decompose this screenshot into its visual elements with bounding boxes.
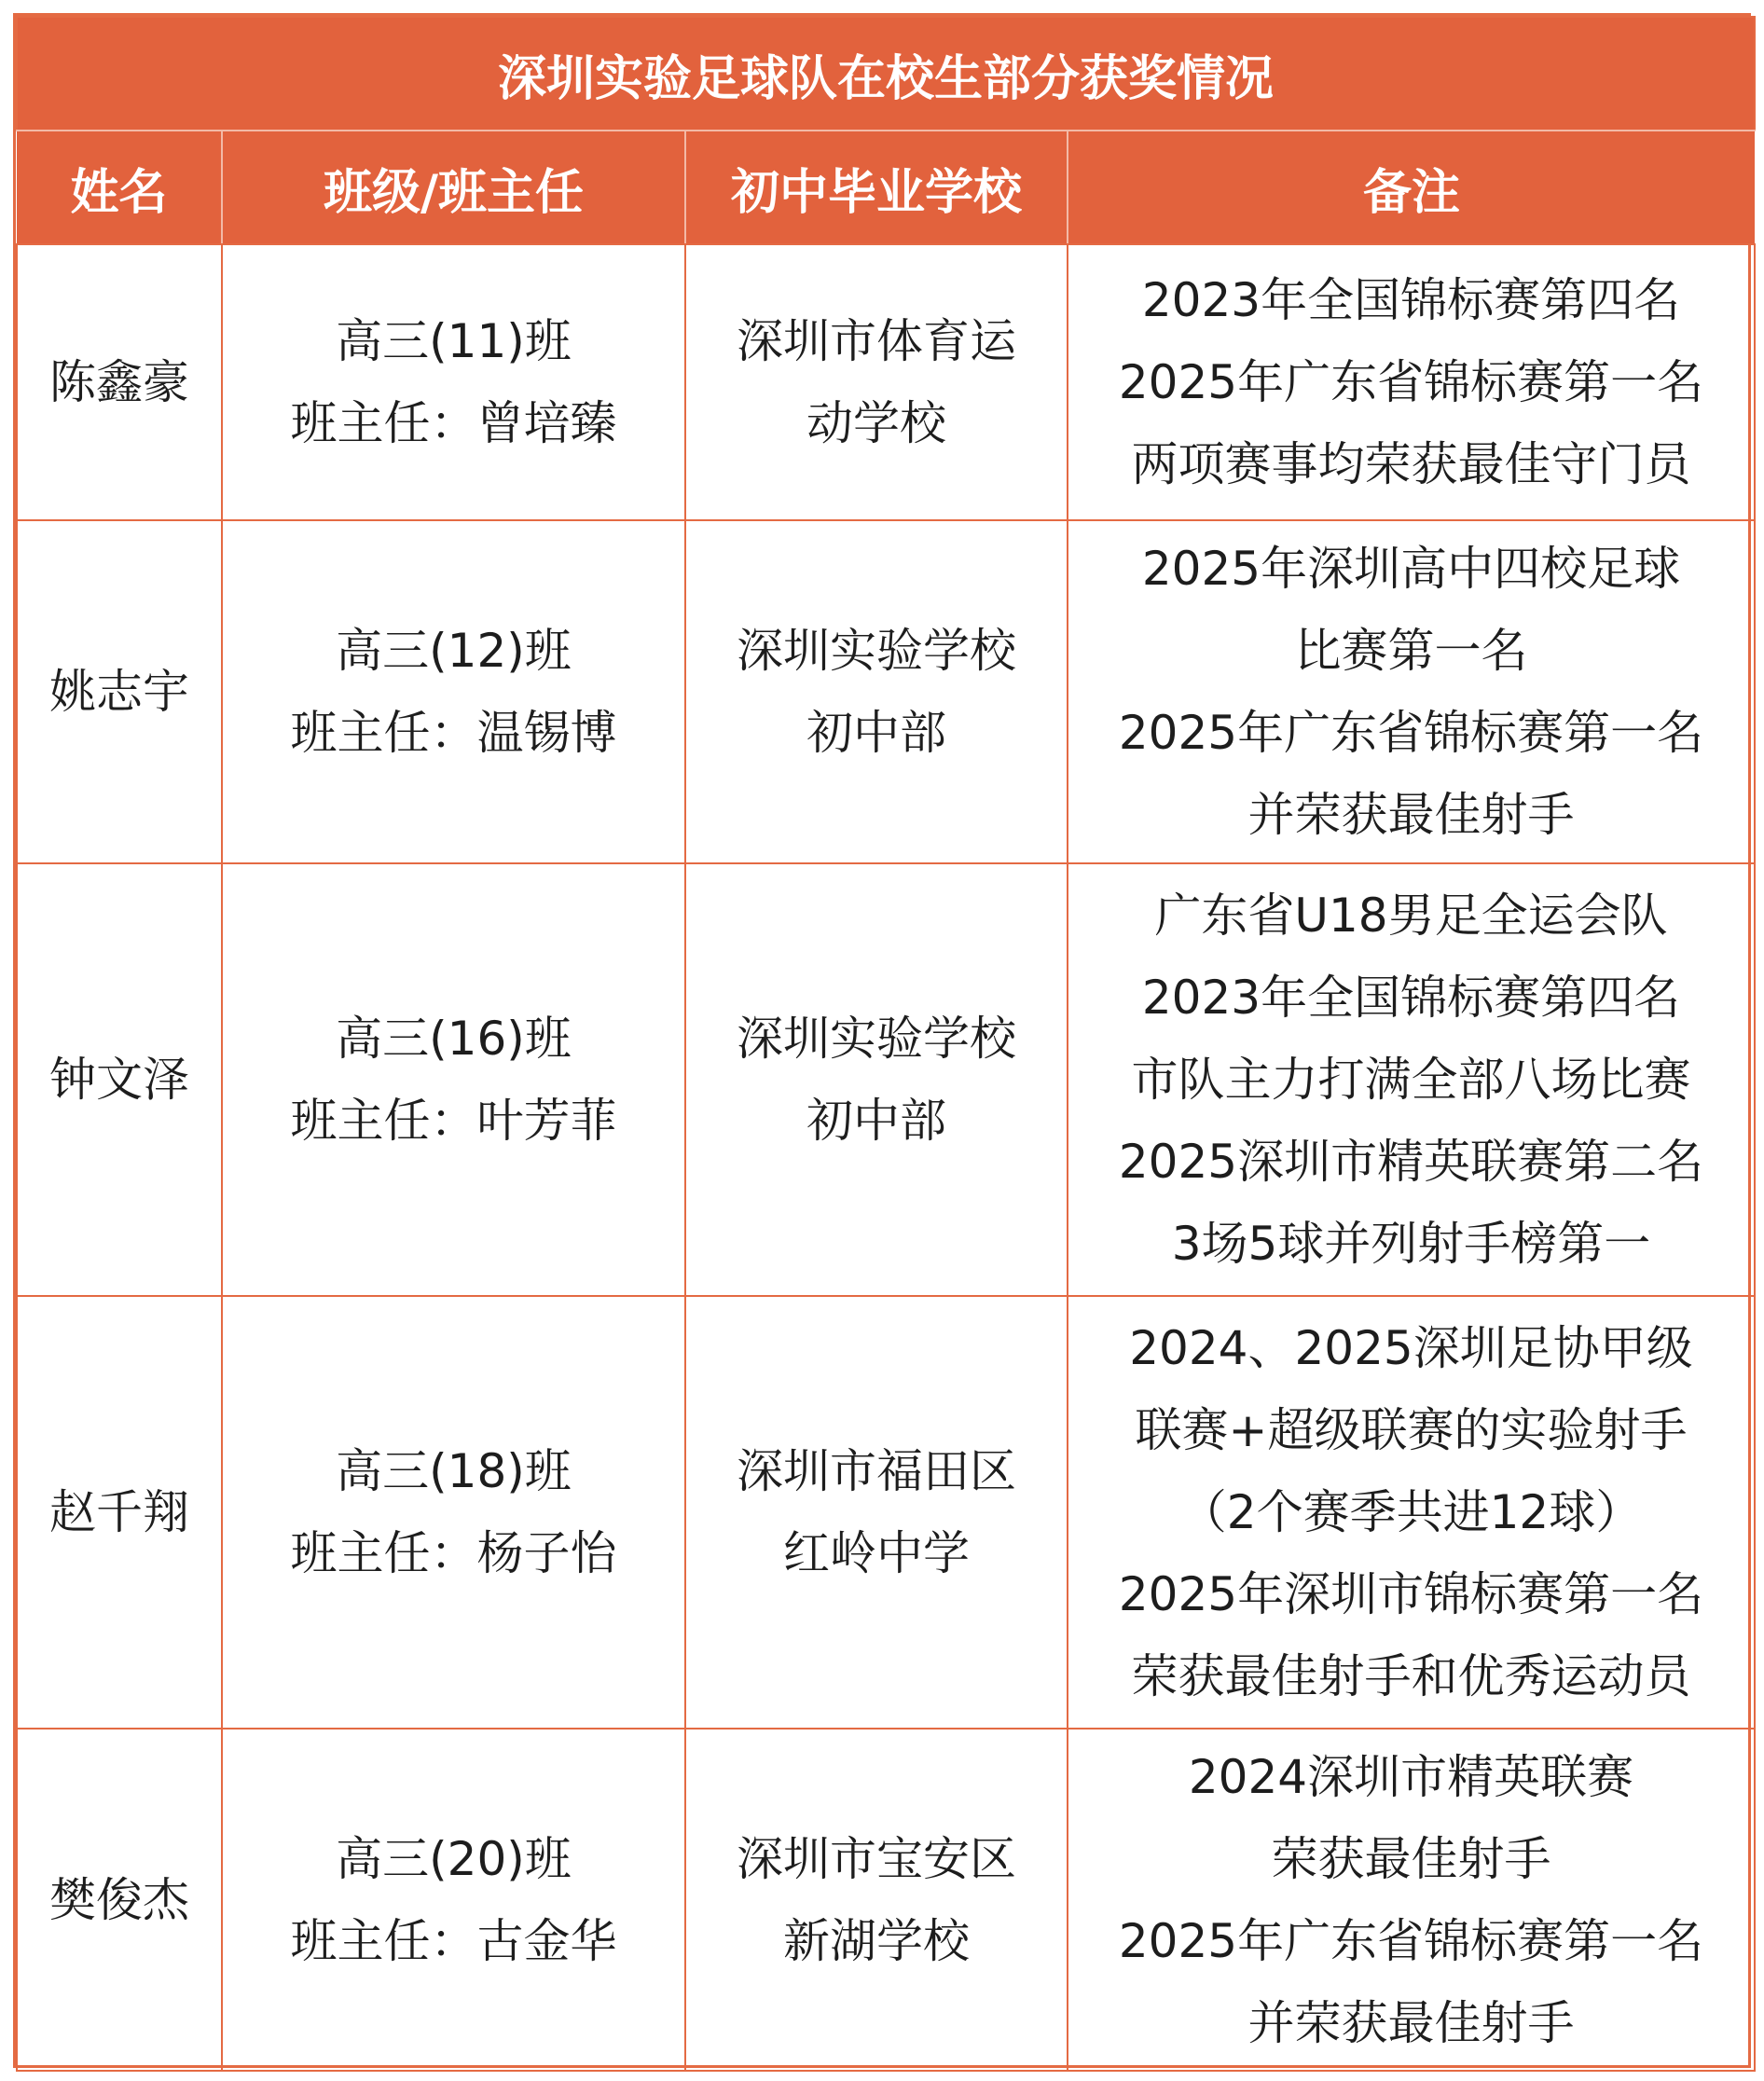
student-name: 樊俊杰 xyxy=(49,1872,189,1927)
middle-school-line: 初中部 xyxy=(806,1094,946,1148)
note-line: 并荣获最佳射手 xyxy=(1247,788,1575,842)
student-name-cell xyxy=(17,244,222,520)
notes-cell xyxy=(1068,863,1755,1296)
middle-school-line: 初中部 xyxy=(806,706,946,760)
class-teacher-line: 班主任：古金华 xyxy=(290,1913,617,1968)
middle-school-cell xyxy=(685,244,1068,520)
table-row xyxy=(17,1296,1755,1729)
student-name-cell xyxy=(17,520,222,863)
middle-school-line: 深圳市体育运 xyxy=(737,314,1016,368)
middle-school-line: 动学校 xyxy=(806,396,946,450)
note-line: 比赛第一名 xyxy=(1294,624,1528,678)
middle-school-line: 新湖学校 xyxy=(783,1913,970,1968)
student-name-cell xyxy=(17,863,222,1296)
column-header-name: 姓名 xyxy=(17,131,222,244)
note-line: 2023年全国锦标赛第四名 xyxy=(1141,971,1681,1025)
note-line: 联赛+超级联赛的实验射手 xyxy=(1135,1403,1688,1457)
middle-school-line: 红岭中学 xyxy=(783,1526,970,1580)
note-line: 荣获最佳射手 xyxy=(1271,1831,1551,1886)
class-teacher-line: 高三(12)班 xyxy=(336,624,572,678)
column-header-notes: 备注 xyxy=(1068,131,1755,244)
table-row xyxy=(17,863,1755,1296)
note-line: 2025年深圳市锦标赛第一名 xyxy=(1118,1567,1704,1621)
note-line: 2025年广东省锦标赛第一名 xyxy=(1118,706,1704,760)
class-teacher-line: 班主任：曾培臻 xyxy=(290,396,617,450)
middle-school-line: 深圳实验学校 xyxy=(737,1012,1016,1066)
table-row xyxy=(17,244,1755,520)
column-header-class: 班级/班主任 xyxy=(222,131,685,244)
middle-school-line: 深圳实验学校 xyxy=(737,624,1016,678)
class-teacher-line: 班主任：杨子怡 xyxy=(290,1526,617,1580)
class-teacher-line: 班主任：叶芳菲 xyxy=(290,1094,617,1148)
table-body xyxy=(17,244,1755,2071)
class-teacher-cell xyxy=(222,244,685,520)
note-line: 广东省U18男足全运会队 xyxy=(1154,889,1668,943)
student-name: 钟文泽 xyxy=(49,1053,189,1107)
note-line: 2024、2025深圳足协甲级 xyxy=(1129,1321,1693,1375)
note-line: 市队主力打满全部八场比赛 xyxy=(1131,1053,1691,1107)
notes-cell xyxy=(1068,520,1755,863)
note-line: 2024深圳市精英联赛 xyxy=(1188,1749,1634,1804)
class-teacher-cell xyxy=(222,863,685,1296)
column-header-school: 初中毕业学校 xyxy=(685,131,1068,244)
middle-school-cell xyxy=(685,1296,1068,1729)
note-line: 两项赛事均荣获最佳守门员 xyxy=(1131,437,1691,491)
notes-cell xyxy=(1068,1729,1755,2071)
class-teacher-line: 高三(20)班 xyxy=(336,1831,572,1886)
note-line: 2025深圳市精英联赛第二名 xyxy=(1118,1135,1704,1189)
student-name: 赵千翔 xyxy=(49,1485,189,1539)
awards-table-container xyxy=(13,13,1751,2068)
note-line: 3场5球并列射手榜第一 xyxy=(1171,1217,1651,1271)
table-row xyxy=(17,1729,1755,2071)
note-line: （2个赛季共进12球） xyxy=(1179,1485,1643,1539)
awards-table xyxy=(16,16,1756,2072)
class-teacher-line: 班主任：温锡博 xyxy=(290,706,617,760)
middle-school-cell xyxy=(685,863,1068,1296)
class-teacher-line: 高三(11)班 xyxy=(336,314,572,368)
table-row xyxy=(17,520,1755,863)
class-teacher-cell xyxy=(222,520,685,863)
note-line: 2025年深圳高中四校足球 xyxy=(1141,542,1681,596)
note-line: 2025年广东省锦标赛第一名 xyxy=(1118,355,1704,409)
student-name-cell xyxy=(17,1296,222,1729)
note-line: 2025年广东省锦标赛第一名 xyxy=(1118,1913,1704,1968)
student-name: 陈鑫豪 xyxy=(49,355,189,409)
title-row xyxy=(17,17,1755,131)
middle-school-cell xyxy=(685,520,1068,863)
middle-school-line: 深圳市宝安区 xyxy=(737,1831,1016,1886)
class-teacher-line: 高三(16)班 xyxy=(336,1012,572,1066)
student-name: 姚志宇 xyxy=(49,665,189,719)
note-line: 荣获最佳射手和优秀运动员 xyxy=(1131,1649,1691,1703)
note-line: 2023年全国锦标赛第四名 xyxy=(1141,273,1681,327)
header-row xyxy=(17,131,1755,244)
notes-cell xyxy=(1068,244,1755,520)
notes-cell xyxy=(1068,1296,1755,1729)
note-line: 并荣获最佳射手 xyxy=(1247,1995,1575,2050)
student-name-cell xyxy=(17,1729,222,2071)
table-title: 深圳实验足球队在校生部分获奖情况 xyxy=(17,17,1755,131)
middle-school-cell xyxy=(685,1729,1068,2071)
class-teacher-line: 高三(18)班 xyxy=(336,1444,572,1498)
middle-school-line: 深圳市福田区 xyxy=(737,1444,1016,1498)
class-teacher-cell xyxy=(222,1296,685,1729)
class-teacher-cell xyxy=(222,1729,685,2071)
